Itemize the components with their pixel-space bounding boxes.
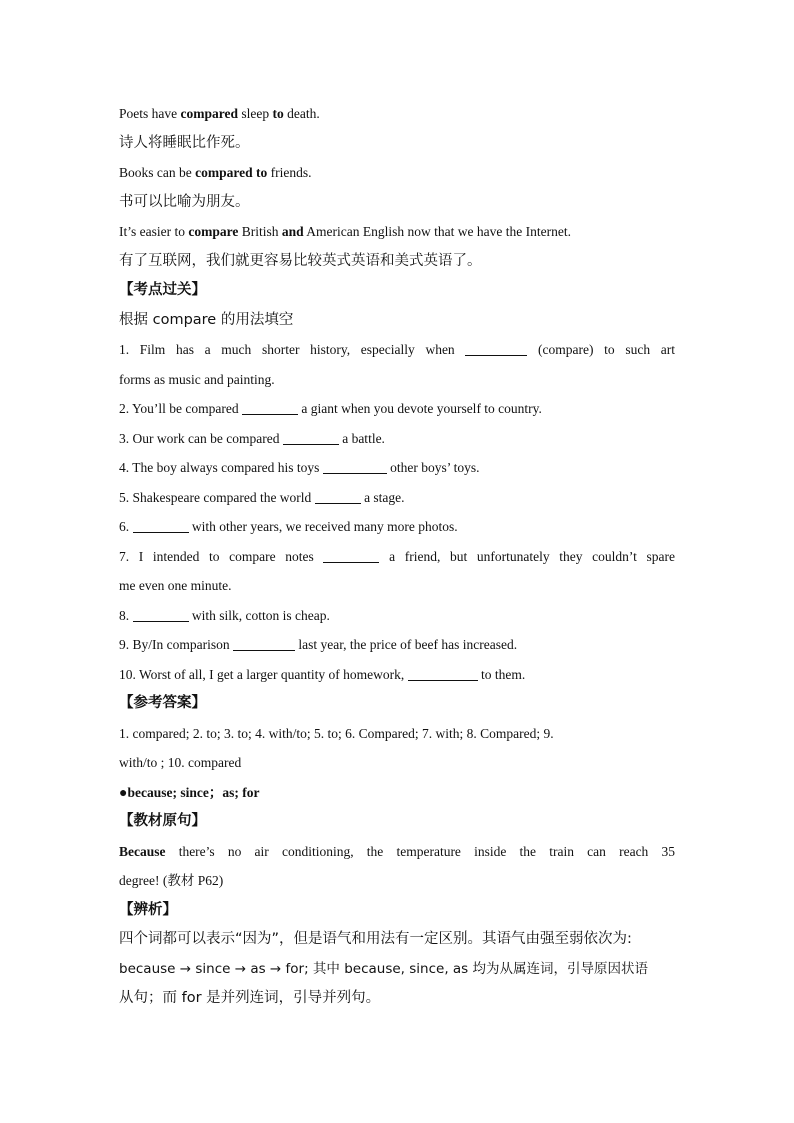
section-heading-analysis: 【辨析】	[119, 901, 177, 918]
answers-line-2: with/to ; 10. compared	[119, 755, 242, 770]
item-text: 9. By/In comparison	[119, 637, 233, 652]
item-text: 4. The boy always compared his toys	[119, 460, 323, 475]
text: sleep	[238, 106, 273, 121]
keyword: Because	[119, 843, 166, 859]
item-text: a stage.	[360, 489, 405, 505]
item-text: (compare) to such art	[527, 342, 675, 357]
keyword: to	[272, 106, 284, 121]
analysis-line-1: 四个词都可以表示“因为”，但是语气和用法有一定区别。其语气由强至弱依次为:	[119, 931, 632, 947]
item-text: with silk, cotton is cheap.	[188, 607, 330, 623]
item-text: other boys’ toys.	[386, 460, 480, 475]
item-text: to them.	[477, 666, 526, 682]
analysis-line-2: because → since → as → for; 其中 because, since, as 均为从属连词，引导原因状语	[119, 960, 649, 977]
answer-blank[interactable]	[408, 666, 478, 681]
keyword: to	[255, 165, 268, 180]
example-sentence-3	[119, 217, 675, 247]
answer-blank[interactable]	[283, 430, 339, 445]
item-text: 7. I intended to compare notes	[119, 548, 324, 564]
item-text: a giant when you devote yourself to country.	[297, 401, 542, 416]
exercise-item-9	[119, 630, 675, 660]
exercise-item-3	[119, 424, 675, 454]
exercise-item-5	[119, 483, 675, 513]
answer-blank[interactable]	[323, 548, 379, 563]
example-translation-2: 书可以比喻为朋友。	[119, 193, 250, 210]
text: Poets have	[119, 106, 181, 121]
source-text: there’s no air conditioning, the temperature inside the train can reach 35	[165, 843, 675, 859]
keyword: compared	[180, 106, 238, 121]
exercise-instruction: 根据 compare 的用法填空	[119, 311, 294, 328]
answer-blank[interactable]	[133, 518, 189, 533]
item-text: last year, the price of beef has increased.	[295, 637, 518, 652]
text: Books can be	[119, 165, 196, 180]
item-text: 1. Film has a much shorter history, especially when	[119, 342, 466, 357]
exercise-item-8	[119, 601, 675, 631]
item-text: a friend, but unfortunately they couldn’t spare	[379, 548, 675, 564]
section-heading-exercise: 【考点过关】	[119, 282, 206, 298]
text: friends.	[267, 165, 312, 180]
exercise-item-1	[119, 335, 675, 365]
topic-title	[119, 778, 675, 808]
topic-title-text: because; since；as; for	[127, 784, 260, 800]
exercise-item-10	[119, 660, 675, 690]
item-text: 10. Worst of all, I get a larger quantity of homework,	[119, 666, 408, 682]
item-text: 8.	[119, 607, 133, 623]
text: It’s easier to	[119, 224, 189, 239]
text: American English now that we have the Internet.	[303, 224, 571, 239]
item-text: 3. Our work can be compared	[119, 430, 283, 446]
answer-blank[interactable]	[242, 400, 298, 415]
example-sentence-1	[119, 99, 675, 129]
exercise-item-7-cont: me even one minute.	[119, 578, 232, 593]
example-translation-1: 诗人将睡眠比作死。	[119, 134, 250, 151]
exercise-item-1-cont: forms as music and painting.	[119, 371, 275, 387]
answer-blank[interactable]	[133, 607, 189, 622]
example-translation-3: 有了互联网，我们就更容易比较英式英语和美式英语了。	[119, 252, 482, 269]
text: death.	[283, 106, 320, 121]
answer-blank[interactable]	[315, 489, 361, 504]
answers-line-1: 1. compared; 2. to; 3. to; 4. with/to; 5. to; 6. Compared; 7. with; 8. Compared; 9.	[119, 725, 554, 741]
item-text: a battle.	[338, 430, 385, 446]
item-text: 6.	[119, 519, 133, 534]
document-page	[119, 99, 675, 1014]
text: British	[238, 224, 282, 239]
bullet-icon: ●	[119, 785, 128, 801]
example-sentence-2	[119, 158, 675, 188]
item-text: 2. You’ll be compared	[119, 401, 242, 416]
answer-blank[interactable]	[465, 341, 527, 356]
source-sentence	[119, 837, 675, 867]
exercise-item-4	[119, 453, 675, 483]
keyword: and	[281, 224, 304, 239]
item-text: 5. Shakespeare compared the world	[119, 489, 315, 505]
exercise-item-7	[119, 542, 675, 572]
section-heading-source: 【教材原句】	[119, 813, 206, 829]
keyword: compared	[195, 165, 253, 180]
keyword: compare	[188, 224, 239, 239]
exercise-item-6	[119, 512, 675, 542]
answer-blank[interactable]	[233, 636, 295, 651]
exercise-item-2	[119, 394, 675, 424]
source-sentence-cont: degree! (教材 P62)	[119, 873, 224, 888]
answer-blank[interactable]	[323, 459, 387, 474]
item-text: with other years, we received many more photos.	[188, 519, 458, 534]
section-heading-answers: 【参考答案】	[119, 695, 206, 711]
analysis-line-3: 从句；而 for 是并列连词，引导并列句。	[119, 990, 381, 1006]
